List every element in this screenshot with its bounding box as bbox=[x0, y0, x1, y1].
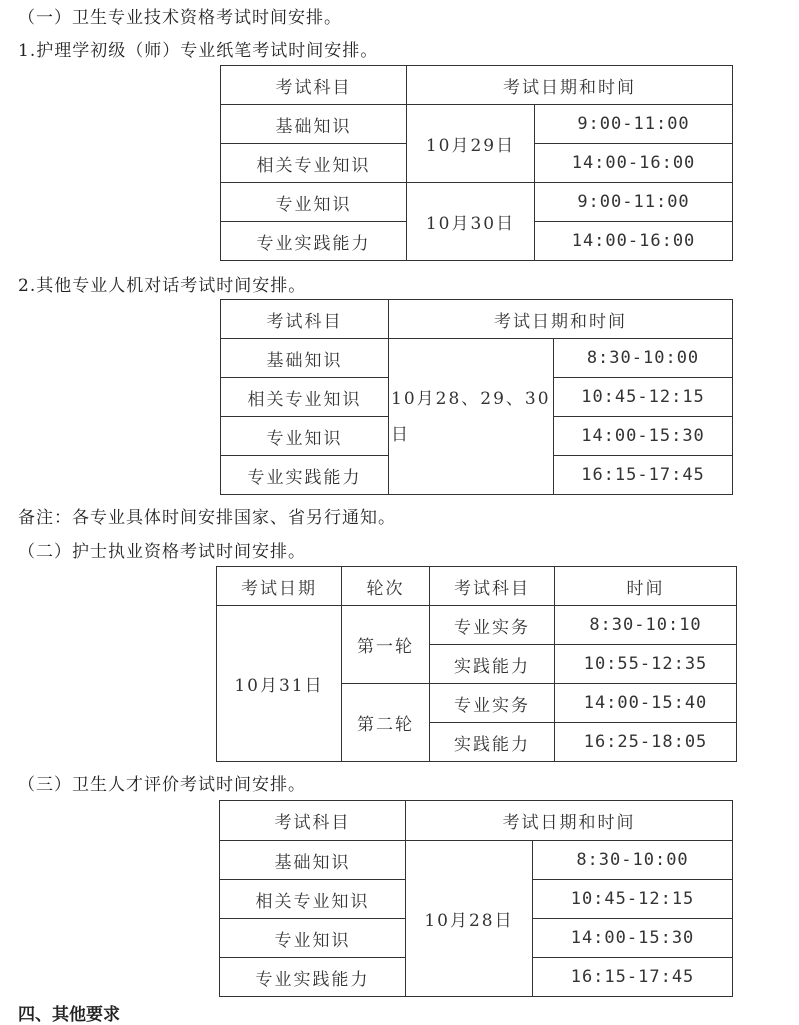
header-date: 考试日期 bbox=[217, 567, 342, 606]
section4-heading: 四、其他要求 bbox=[18, 1005, 120, 1025]
time-cell: 14:00-16:00 bbox=[535, 144, 733, 183]
subject-cell: 基础知识 bbox=[221, 105, 407, 144]
table-header-row bbox=[221, 66, 733, 105]
header-subject: 考试科目 bbox=[221, 66, 407, 105]
subject-cell: 相关专业知识 bbox=[220, 880, 406, 919]
header-date-time: 考试日期和时间 bbox=[407, 66, 733, 105]
table-header-row bbox=[217, 567, 737, 606]
subject-cell: 相关专业知识 bbox=[221, 378, 389, 417]
subject-cell: 专业知识 bbox=[221, 183, 407, 222]
section2-heading: （二）护士执业资格考试时间安排。 bbox=[18, 542, 306, 562]
time-cell: 16:25-18:05 bbox=[555, 723, 737, 762]
time-cell: 16:15-17:45 bbox=[554, 456, 733, 495]
round-cell: 第二轮 bbox=[342, 684, 430, 762]
subject-cell: 基础知识 bbox=[221, 339, 389, 378]
header-time: 时间 bbox=[555, 567, 737, 606]
time-cell: 8:30-10:10 bbox=[555, 606, 737, 645]
section3-heading: （三）卫生人才评价考试时间安排。 bbox=[18, 775, 306, 795]
time-cell: 8:30-10:00 bbox=[554, 339, 733, 378]
header-subject: 考试科目 bbox=[221, 300, 389, 339]
date-cell: 10月28日 bbox=[406, 841, 533, 997]
table2-title: 2.其他专业人机对话考试时间安排。 bbox=[18, 276, 307, 296]
time-cell: 10:55-12:35 bbox=[555, 645, 737, 684]
time-cell: 14:00-16:00 bbox=[535, 222, 733, 261]
date-cell: 10月28、29、30日 bbox=[389, 339, 554, 495]
header-subject: 考试科目 bbox=[430, 567, 555, 606]
table-header-row bbox=[221, 300, 733, 339]
subject-cell: 专业实践能力 bbox=[220, 958, 406, 997]
time-cell: 8:30-10:00 bbox=[533, 841, 733, 880]
date-cell: 10月31日 bbox=[217, 606, 342, 762]
table-header-row bbox=[220, 801, 733, 841]
time-cell: 16:15-17:45 bbox=[533, 958, 733, 997]
time-cell: 9:00-11:00 bbox=[535, 183, 733, 222]
table-row bbox=[221, 339, 733, 378]
subject-cell: 专业知识 bbox=[221, 417, 389, 456]
table1-paper-exam-schedule bbox=[220, 65, 733, 261]
time-cell: 14:00-15:40 bbox=[555, 684, 737, 723]
subject-cell: 相关专业知识 bbox=[221, 144, 407, 183]
subject-cell: 实践能力 bbox=[430, 645, 555, 684]
time-cell: 14:00-15:30 bbox=[533, 919, 733, 958]
header-date-time: 考试日期和时间 bbox=[389, 300, 733, 339]
subject-cell: 基础知识 bbox=[220, 841, 406, 880]
header-date-time: 考试日期和时间 bbox=[406, 801, 733, 841]
subject-cell: 专业实务 bbox=[430, 606, 555, 645]
subject-cell: 专业实务 bbox=[430, 684, 555, 723]
subject-cell: 专业实践能力 bbox=[221, 222, 407, 261]
table1-title: 1.护理学初级（师）专业纸笔考试时间安排。 bbox=[18, 41, 379, 61]
date-cell: 10月30日 bbox=[407, 183, 535, 261]
subject-cell: 专业知识 bbox=[220, 919, 406, 958]
round-cell: 第一轮 bbox=[342, 606, 430, 684]
table-row bbox=[220, 841, 733, 880]
time-cell: 10:45-12:15 bbox=[533, 880, 733, 919]
time-cell: 14:00-15:30 bbox=[554, 417, 733, 456]
note: 备注：各专业具体时间安排国家、省另行通知。 bbox=[18, 508, 396, 528]
table3-nurse-exam-schedule bbox=[216, 566, 737, 762]
header-round: 轮次 bbox=[342, 567, 430, 606]
subject-cell: 专业实践能力 bbox=[221, 456, 389, 495]
table2-computer-exam-schedule bbox=[220, 299, 733, 495]
section1-heading: （一）卫生专业技术资格考试时间安排。 bbox=[18, 8, 342, 28]
table-row bbox=[221, 105, 733, 144]
header-subject: 考试科目 bbox=[220, 801, 406, 841]
table4-talent-exam-schedule bbox=[219, 800, 733, 997]
time-cell: 10:45-12:15 bbox=[554, 378, 733, 417]
table-row bbox=[221, 183, 733, 222]
table-row bbox=[217, 606, 737, 645]
time-cell: 9:00-11:00 bbox=[535, 105, 733, 144]
subject-cell: 实践能力 bbox=[430, 723, 555, 762]
date-cell: 10月29日 bbox=[407, 105, 535, 183]
